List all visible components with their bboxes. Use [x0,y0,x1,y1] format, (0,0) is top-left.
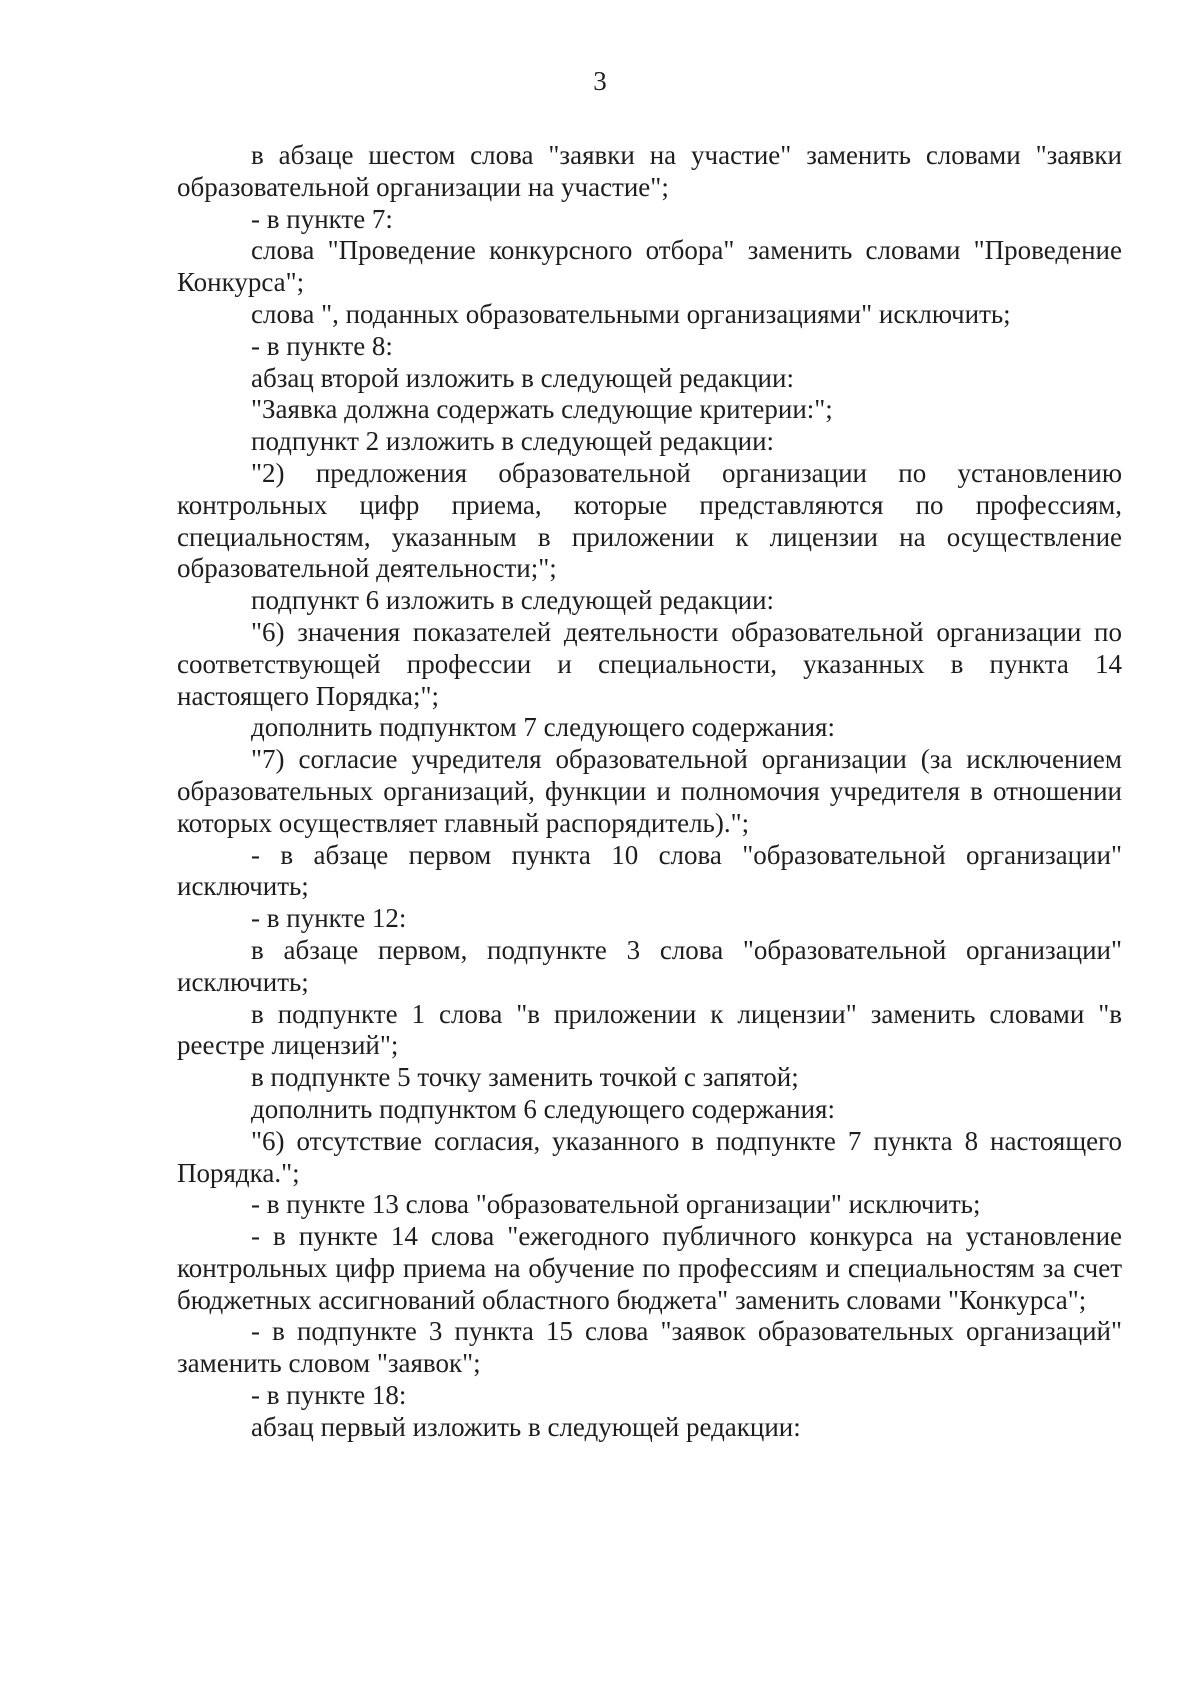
paragraph: - в пункте 7: [251,203,393,234]
paragraph: - в абзаце первом пункта 10 слова "образовательной организации" исключить; [177,839,1122,902]
paragraph: в подпункте 5 точку заменить точкой с запятой; [251,1062,799,1093]
paragraph: - в пункте 12: [251,903,407,934]
paragraph: в подпункте 1 слова "в приложении к лицензии" заменить словами "в реестре лицензий"; [177,998,1122,1061]
paragraph: - в пункте 14 слова "ежегодного публичного конкурса на установление контрольных цифр приема на обучение по профессиям и специальностям за счет бюджетных ассигнований областного бюджета" заменить словами "Конкурса"; [177,1221,1122,1315]
paragraph: слова ", поданных образовательными организациями" исключить; [251,298,1011,329]
paragraph: - в пункте 8: [251,330,393,361]
paragraph: в абзаце первом, подпункте 3 слова "образовательной организации" исключить; [177,934,1122,997]
paragraph: в абзаце шестом слова "заявки на участие" заменить словами "заявки образовательной организации на участие"; [177,140,1122,202]
paragraph: подпункт 6 изложить в следующей редакции: [251,585,775,616]
paragraph: "6) значения показателей деятельности образовательной организации по соответствующей профессии и специальности, указанных в пункта 14 настоящего Порядка;"; [177,616,1122,711]
paragraph: "6) отсутствие согласия, указанного в подпункте 7 пункта 8 настоящего Порядка."; [177,1125,1122,1188]
paragraph: - в пункте 18: [251,1380,407,1411]
page-number: 3 [593,66,607,96]
paragraph: абзац второй изложить в следующей редакции: [251,362,794,393]
paragraph: слова "Проведение конкурсного отбора" заменить словами "Проведение Конкурса"; [177,235,1122,298]
paragraph: дополнить подпунктом 6 следующего содержания: [251,1093,835,1124]
paragraph: абзац первый изложить в следующей редакции: [251,1411,801,1442]
paragraph: "2) предложения образовательной организации по установлению контрольных цифр приема, которые представляются по профессиям, специальностям, указанным в приложении к лицензии на осуществление образовательной деятельности;"; [177,457,1122,584]
paragraph: "7) согласие учредителя образовательной организации (за исключением образовательных организаций, функции и полномочия учредителя в отношении которых осуществляет главный распорядитель)."; [177,744,1122,838]
paragraph: "Заявка должна содержать следующие критерии:"; [251,394,833,425]
paragraph: подпункт 2 изложить в следующей редакции: [251,426,775,457]
paragraph: - в подпункте 3 пункта 15 слова "заявок образовательных организаций" заменить словом "заявок"; [177,1316,1122,1379]
paragraph: - в пункте 13 слова "образовательной организации" исключить; [251,1189,981,1220]
document-body [177,140,1122,1444]
paragraph: дополнить подпунктом 7 следующего содержания: [251,712,835,743]
